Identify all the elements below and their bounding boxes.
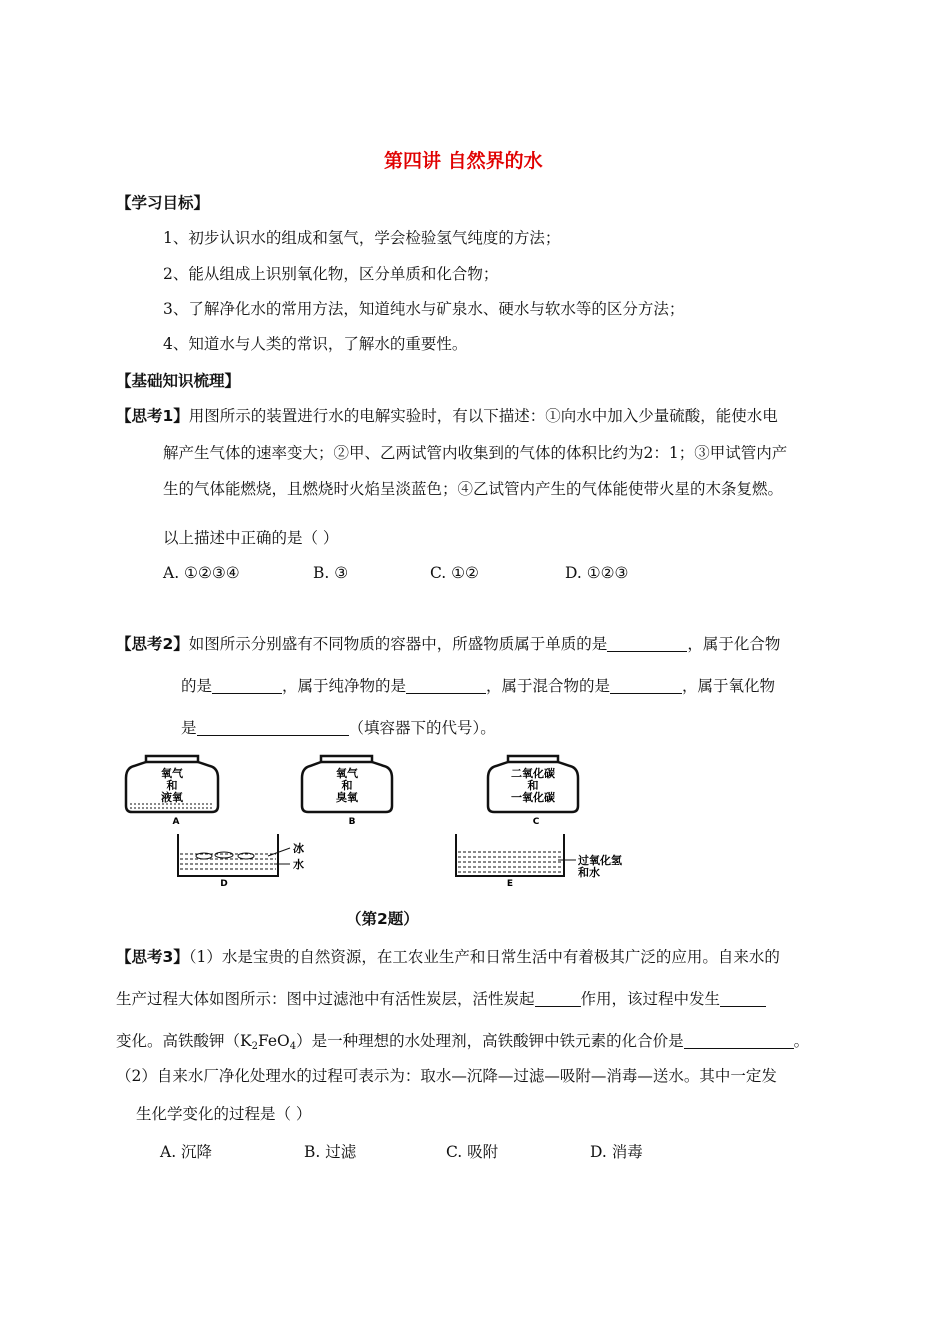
q2-text-3a: 是 (181, 719, 197, 737)
page-title: 第四讲 自然界的水 (384, 150, 543, 172)
jar-b-label: B (348, 817, 356, 827)
q3-text-3b: FeO (257, 1032, 290, 1050)
jar-c-text-3: 一氧化碳 (511, 791, 555, 804)
beaker-e-label-1: 过氧化氢 (578, 854, 622, 867)
q1-text-3: 生的气体能燃烧，且燃烧时火焰呈淡蓝色；④乙试管内产生的气体能使带火星的木条复燃。 (163, 480, 784, 498)
beaker-d-water-label: 水 (293, 858, 304, 871)
q2-text-2a: 的是 (181, 677, 213, 695)
q3-text-3c: ）是一种理想的水处理剂，高铁酸钾中铁元素的化合价是 (296, 1032, 684, 1050)
beaker-d-label: D (220, 879, 228, 889)
q3-blank-carbon-role[interactable] (535, 990, 581, 1007)
q3-line-1 (116, 945, 780, 967)
q3-line-2 (116, 987, 766, 1009)
q2-blank-mixture[interactable] (610, 677, 682, 694)
beaker-e (456, 834, 622, 889)
jar-a-text-3: 液氧 (161, 791, 183, 804)
containers-figure (118, 752, 678, 892)
beaker-e-label-2: 和水 (578, 866, 600, 879)
jar-a (126, 756, 218, 827)
q3-text-3d: 。 (793, 1032, 810, 1050)
beaker-d-ice-label: 冰 (293, 842, 304, 855)
jar-a-label: A (172, 817, 180, 827)
goal-item-1: 1、初步认识水的组成和氢气，学会检验氢气纯度的方法； (163, 229, 561, 247)
q1-text-4: 以上描述中正确的是（ ） (163, 529, 339, 547)
q1-text-1: 用图所示的装置进行水的电解实验时，有以下描述：①向水中加入少量硫酸，能使水电 (188, 407, 778, 425)
q3-blank-change-type[interactable] (720, 990, 766, 1007)
q3-line-3 (116, 1029, 809, 1052)
q2-text-2c: ，属于混合物的是 (486, 677, 611, 695)
q3-text-5: 生化学变化的过程是（ ） (136, 1105, 312, 1123)
q3-text-2a: 生产过程大体如图所示：图中过滤池中有活性炭层，活性炭起 (116, 990, 535, 1008)
q3-text-3a: 变化。高铁酸钾（K (116, 1032, 252, 1050)
q3-option-a[interactable]: A. 沉降 (160, 1143, 213, 1161)
q3-sub-2: 2 (251, 1041, 258, 1052)
jar-b-text-2: 和 (341, 779, 353, 792)
jar-b (302, 756, 392, 827)
basics-heading: 【基础知识梳理】 (116, 372, 241, 390)
q2-blank-pure[interactable] (406, 677, 486, 694)
q2-caption: （第2题） (346, 910, 419, 928)
q2-blank-compound[interactable] (212, 677, 282, 694)
goal-item-3: 3、了解净化水的常用方法，知道纯水与矿泉水、硬水与软水等的区分方法； (163, 300, 685, 318)
goals-heading: 【学习目标】 (116, 194, 210, 212)
q3-blank-valence[interactable] (684, 1032, 794, 1049)
jar-c (488, 756, 578, 827)
jar-c-text-2: 和 (527, 779, 539, 792)
q2-text-2b: ，属于纯净物的是 (282, 677, 407, 695)
q1-option-a[interactable]: A. ①②③④ (163, 564, 240, 582)
q3-text-1: （1）水是宝贵的自然资源，在工农业生产和日常生活中有着极其广泛的应用。自来水的 (188, 948, 780, 966)
q3-option-c[interactable]: C. 吸附 (446, 1143, 499, 1161)
jar-c-text-1: 二氧化碳 (511, 767, 555, 780)
jar-b-text-3: 臭氧 (336, 791, 358, 804)
jar-a-text-2: 和 (166, 779, 178, 792)
q1-line-1 (116, 404, 778, 426)
q2-blank-oxide[interactable] (197, 719, 349, 736)
q2-text-3b: （填容器下的代号）。 (348, 719, 496, 737)
beaker-d (178, 834, 304, 889)
q3-sub-4: 4 (289, 1041, 297, 1052)
q2-text-2d: ，属于氧化物 (682, 677, 776, 695)
q2-tag: 【思考2】 (116, 635, 189, 653)
jar-b-text-1: 氧气 (336, 767, 358, 780)
q1-option-b[interactable]: B. ③ (313, 564, 349, 582)
q3-text-2b: 作用，该过程中发生 (580, 990, 721, 1008)
q1-tag: 【思考1】 (116, 407, 189, 425)
q2-blank-element[interactable] (607, 635, 687, 652)
q2-line-3 (181, 716, 496, 738)
q2-line-1 (116, 632, 780, 654)
q3-option-b[interactable]: B. 过滤 (304, 1143, 357, 1161)
q3-tag: 【思考3】 (116, 948, 189, 966)
q1-option-c[interactable]: C. ①② (430, 564, 479, 582)
q3-option-d[interactable]: D. 消毒 (590, 1143, 643, 1161)
q3-text-4: （2）自来水厂净化处理水的过程可表示为：取水—沉降—过滤—吸附—消毒—送水。其中一定发 (116, 1067, 777, 1085)
goal-item-2: 2、能从组成上识别氧化物，区分单质和化合物； (163, 265, 499, 283)
q2-text-1b: ，属于化合物 (687, 635, 781, 653)
jar-a-text-1: 氧气 (161, 767, 183, 780)
beaker-e-label: E (506, 879, 514, 889)
jar-c-label: C (532, 817, 540, 827)
q1-option-d[interactable]: D. ①②③ (565, 564, 629, 582)
q2-text-1a: 如图所示分别盛有不同物质的容器中，所盛物质属于单质的是 (188, 635, 608, 653)
goal-item-4: 4、知道水与人类的常识，了解水的重要性。 (163, 335, 468, 353)
q1-text-2: 解产生气体的速率变大；②甲、乙两试管内收集到的气体的体积比约为2：1；③甲试管内产 (163, 444, 788, 462)
q2-line-2 (181, 674, 775, 696)
